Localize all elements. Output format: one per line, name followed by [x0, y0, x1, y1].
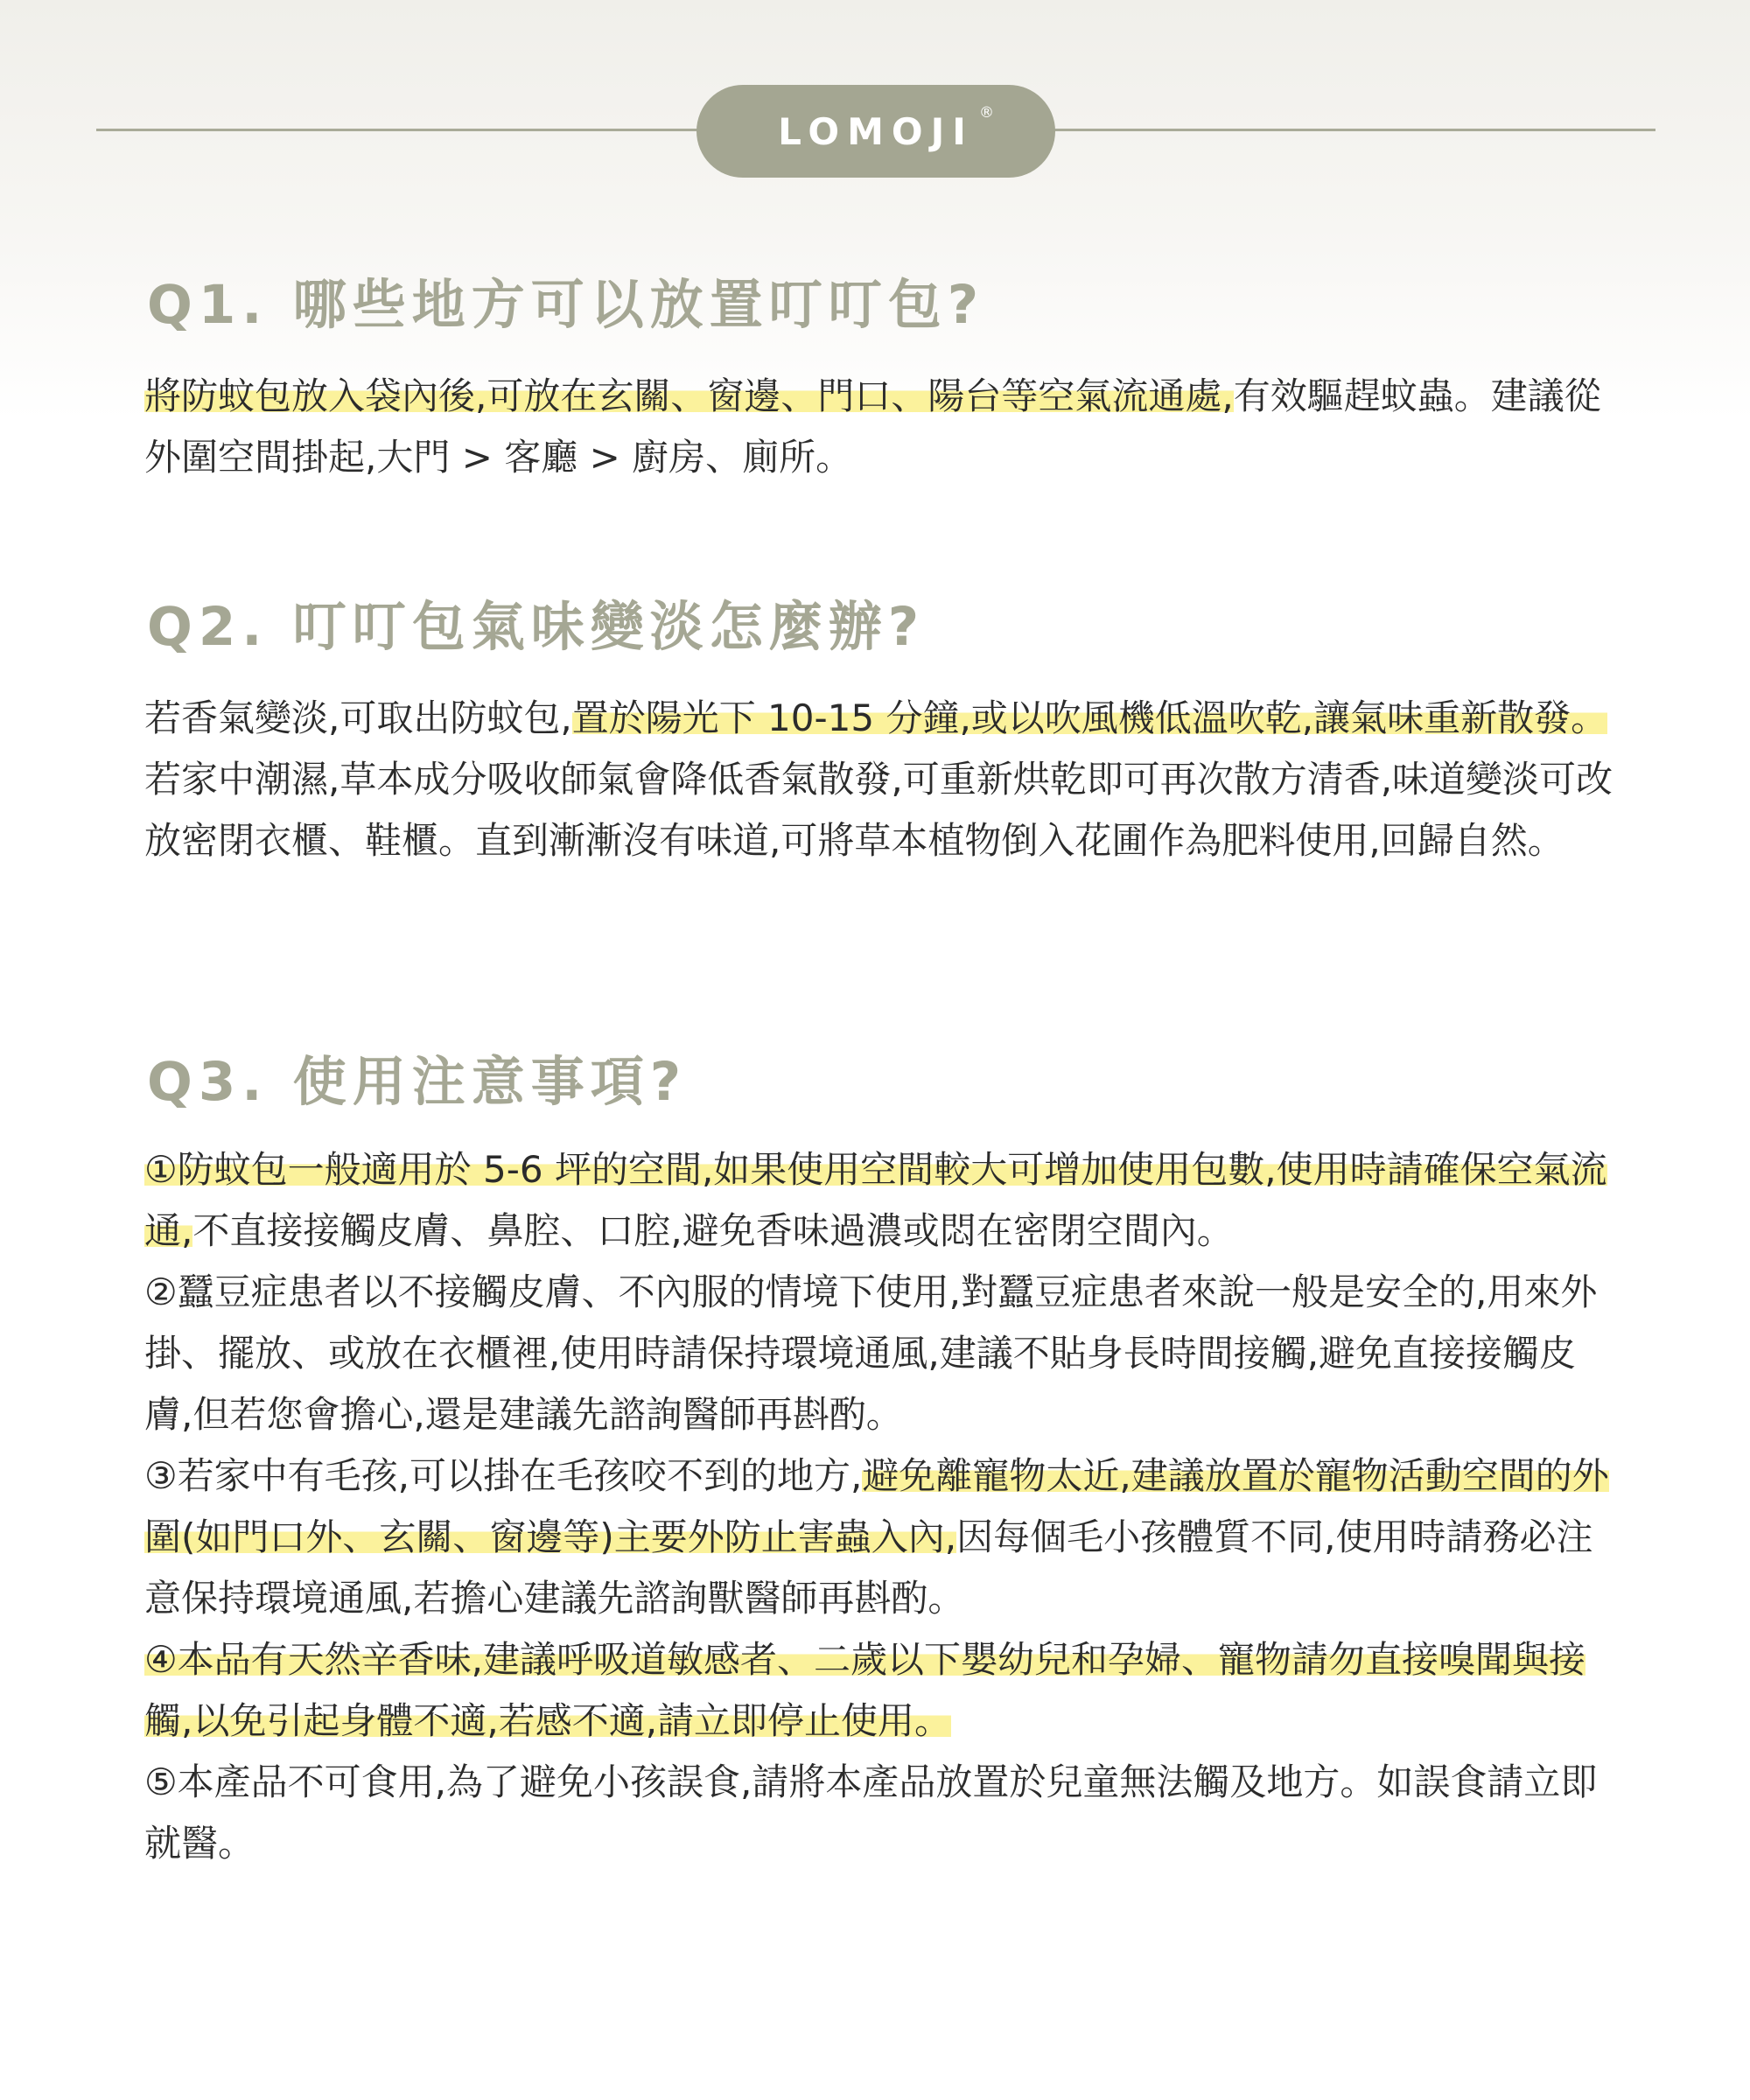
highlight-text: ④本品有天然辛香味,建議呼吸道敏感者、二歲以下嬰幼兒和孕婦、寵物請勿直接嗅聞與接觸,以免引起身體不適,若感不適,請立即停止使用。	[144, 1638, 1586, 1742]
header-divider-right	[1054, 129, 1656, 131]
notice-item-1	[144, 1139, 1619, 1262]
faq-answer-3	[144, 1139, 1619, 1874]
body-text: 不直接接觸皮膚、鼻腔、口腔,避免香味過濃或悶在密閉空間內。	[192, 1209, 1234, 1252]
brand-name: LOMOJI	[778, 109, 974, 153]
body-text: 有效驅趕蚊蟲。建議從外圍空間掛起,大門 > 客廳 > 廚房、廁所。	[144, 374, 1601, 479]
header-divider-left	[96, 129, 700, 131]
notice-item-3	[144, 1446, 1619, 1629]
body-text: 若家中潮濕,草本成分吸收師氣會降低香氣散發,可重新烘乾即可再次散方清香,味道變淡可改放密閉衣櫃、鞋櫃。直到漸漸沒有味道,可將草本植物倒入花圃作為肥料使用,回歸自然。	[144, 758, 1614, 862]
faq-question-3: Q3. 使用注意事項?	[147, 1051, 688, 1113]
body-text: ②蠶豆症患者以不接觸皮膚、不內服的情境下使用,對蠶豆症患者來說一般是安全的,用來外掛、擺放、或放在衣櫃裡,使用時請保持環境通風,建議不貼身長時間接觸,避免直接接觸皮膚,但若您會擔心,還是建議先諮詢醫師再斟酌。	[144, 1270, 1598, 1436]
notice-item-5	[144, 1752, 1619, 1874]
body-text: ③若家中有毛孩,可以掛在毛孩咬不到的地方,	[144, 1454, 863, 1497]
notice-item-2	[144, 1262, 1619, 1446]
notice-item-4	[144, 1629, 1619, 1752]
faq-question-1: Q1. 哪些地方可以放置叮叮包?	[147, 274, 985, 336]
faq-answer-1-paragraph	[144, 366, 1619, 488]
faq-answer-2-paragraph	[144, 688, 1619, 872]
highlight-text: 置於陽光下 10-15 分鐘,或以吹風機低溫吹乾,讓氣味重新散發。	[571, 696, 1608, 739]
body-text: ⑤本產品不可食用,為了避免小孩誤食,請將本產品放置於兒童無法觸及地方。如誤食請立即就醫。	[144, 1760, 1598, 1865]
faq-answer-1	[144, 366, 1619, 488]
body-text: 因每個毛小孩體質不同,使用時請務必注意保持環境通風,若擔心建議先諮詢獸醫師再斟酌。	[144, 1516, 1593, 1620]
highlight-text: 將防蚊包放入袋內後,可放在玄關、窗邊、門口、陽台等空氣流通處,	[144, 374, 1234, 417]
highlight-text: 避免離寵物太近,建議放置於寵物活動空間的外圍(如門口外、玄關、窗邊等)主要外防止害蟲入內,	[144, 1454, 1609, 1558]
body-text: 若香氣變淡,可取出防蚊包,	[144, 696, 572, 739]
brand-logo	[696, 85, 1055, 178]
highlight-text: ①防蚊包一般適用於 5-6 坪的空間,如果使用空間較大可增加使用包數,使用時請確保空氣流通,	[144, 1148, 1607, 1252]
registered-mark: ®	[979, 104, 994, 122]
faq-answer-2	[144, 688, 1619, 872]
faq-question-2: Q2. 叮叮包氣味變淡怎麼辦?	[147, 596, 926, 658]
